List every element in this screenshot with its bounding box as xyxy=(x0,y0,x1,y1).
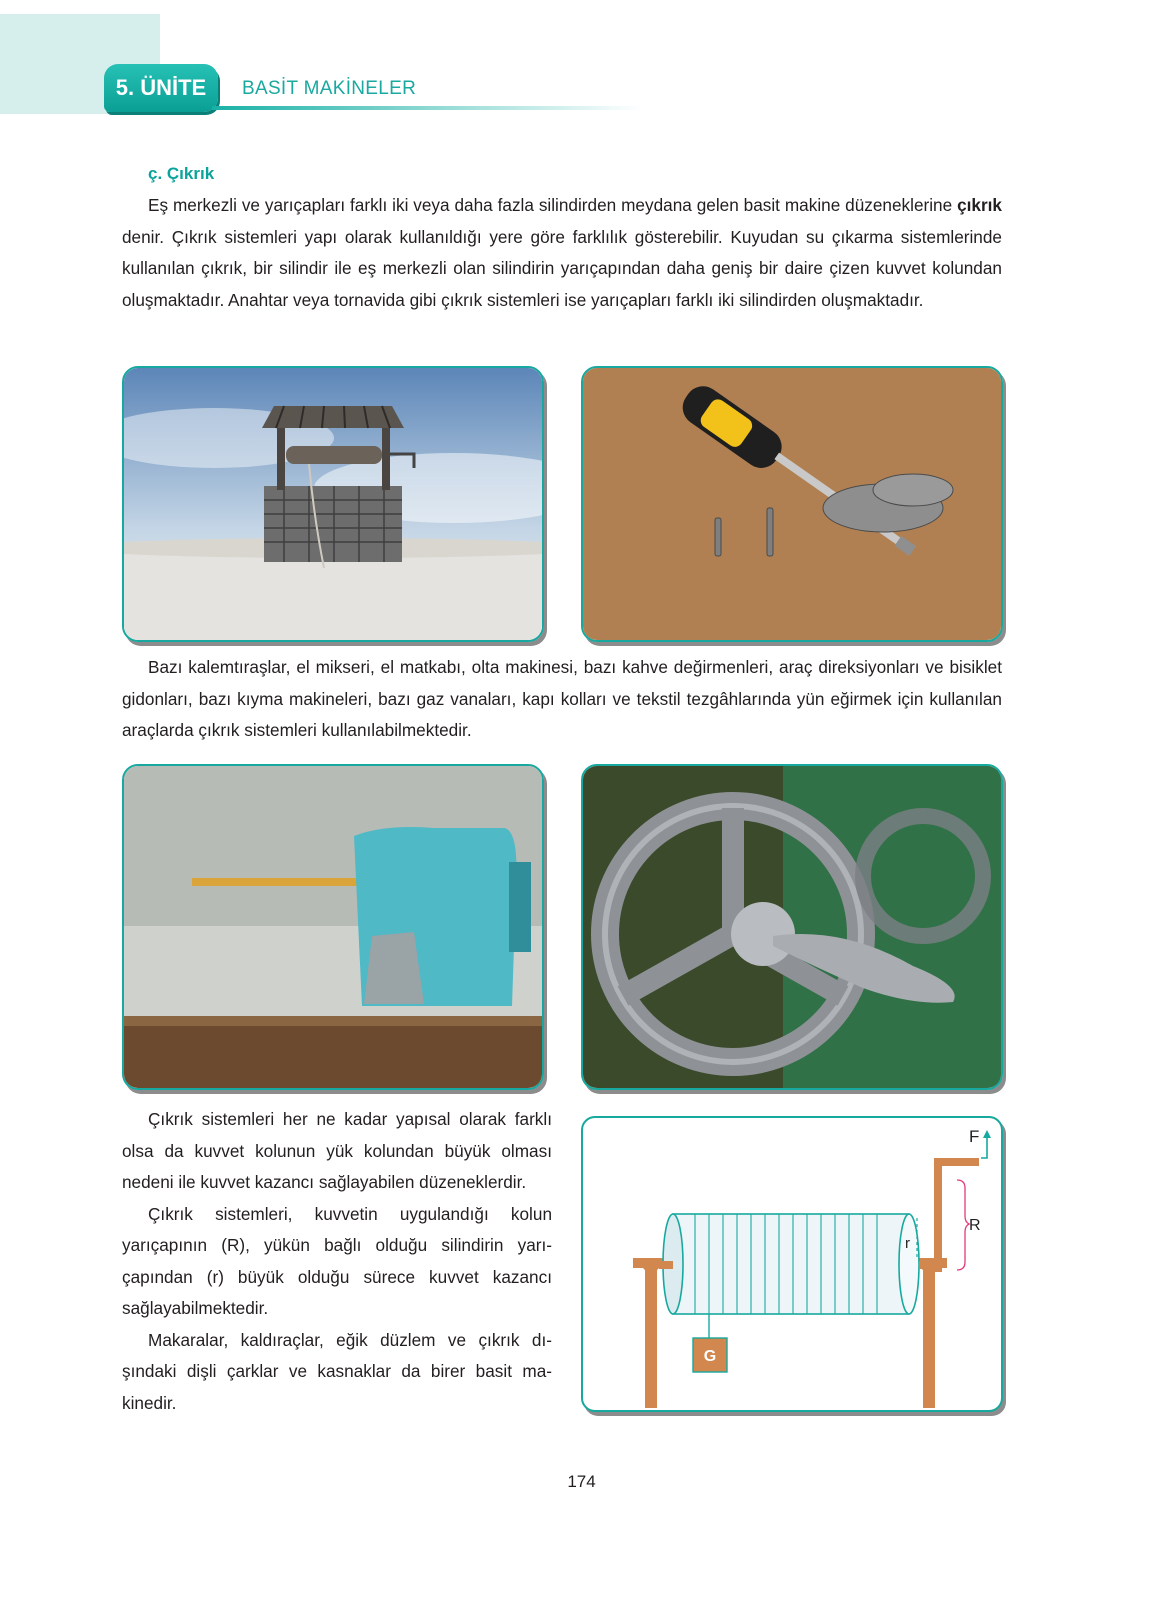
intro-text-end: denir. Çıkrık sistemleri yapı olarak kullanıldığı yere göre farklılık gösterebilir. Kuyudan su çıkarma sistemlerinde kullanılan çıkrık, bir silindir ile eş merkezli olan silindirin yarıçapından daha geniş bir daire çizen kuvvet kolundan oluşmaktadır. Anahtar veya tornavida gibi çıkrık sistemleri ise yarıçapları farklı iki silindirden oluşmaktadır. xyxy=(122,226,1002,310)
conclusion-para-1: Çıkrık sistemleri her ne kadar yapısal olarak farklı olsa da kuvvet kolunun yük kolundan büyük olması nedeni ile kuvvet kazancı sağlayabilen düzeneklerdir. xyxy=(122,1109,552,1192)
header-rule xyxy=(212,106,642,110)
conclusion-para-2: Çıkrık sistemleri, kuvvetin uygulandığı kolun yarıçapının (R), yükün bağlı olduğu silindirin yarıçapından (r) büyük olduğu sürece kuvvet kazancı sağlayabilmektedir. xyxy=(122,1203,552,1318)
big-radius-label: R xyxy=(969,1217,981,1234)
force-arrowhead xyxy=(983,1130,991,1138)
wheel-axle-diagram xyxy=(581,1116,1003,1412)
chapter-title: BASİT MAKİNELER xyxy=(242,78,417,99)
conclusion-para-3: Makaralar, kaldıraçlar, eğik düzlem ve çıkrık dışındaki dişli çarklar ve kasnaklar da birer basit makinedir. xyxy=(122,1329,552,1413)
intro-text-start: Eş merkezli ve yarıçapları farklı iki veya daha fazla silindirden meydana gelen basit makine düzeneklerine xyxy=(148,195,958,215)
force-label: F xyxy=(969,1127,980,1146)
page-number: 174 xyxy=(567,1472,596,1491)
section-title: ç. Çıkrık xyxy=(148,164,215,183)
right-axle xyxy=(919,1261,929,1269)
conclusion-text xyxy=(122,1104,552,1419)
well-photo xyxy=(122,366,544,642)
screwdriver-photo xyxy=(581,366,1003,642)
pencil-sharpener-photo xyxy=(122,764,544,1090)
force-arrow xyxy=(981,1136,987,1158)
big-radius-brace xyxy=(957,1180,969,1270)
handwheel-photo xyxy=(581,764,1003,1090)
examples-paragraph: Bazı kalemtıraşlar, el mikseri, el matkabı, olta makinesi, bazı kahve değirmenleri, araç direksiyonları ve bisiklet gidonları, bazı kıyma makineleri, bazı gaz vanaları, kapı kolları ve tekstil tezgâhlarında yün eğirmek için kullanılan araçlarda çıkrık sistemleri kullanılabilmektedir. xyxy=(122,657,1002,740)
intro-bold-term: çıkrık xyxy=(957,195,1002,215)
left-post xyxy=(645,1258,657,1408)
drum-cylinder xyxy=(673,1214,909,1314)
drum-right-end xyxy=(899,1214,919,1314)
load-label: G xyxy=(703,1348,717,1365)
right-post xyxy=(923,1258,935,1408)
left-axle xyxy=(659,1261,673,1269)
intro-paragraph xyxy=(122,190,1002,316)
unit-badge: 5. ÜNİTE xyxy=(104,64,218,112)
crank-handle xyxy=(938,1162,975,1268)
small-radius-label: r xyxy=(905,1235,910,1252)
